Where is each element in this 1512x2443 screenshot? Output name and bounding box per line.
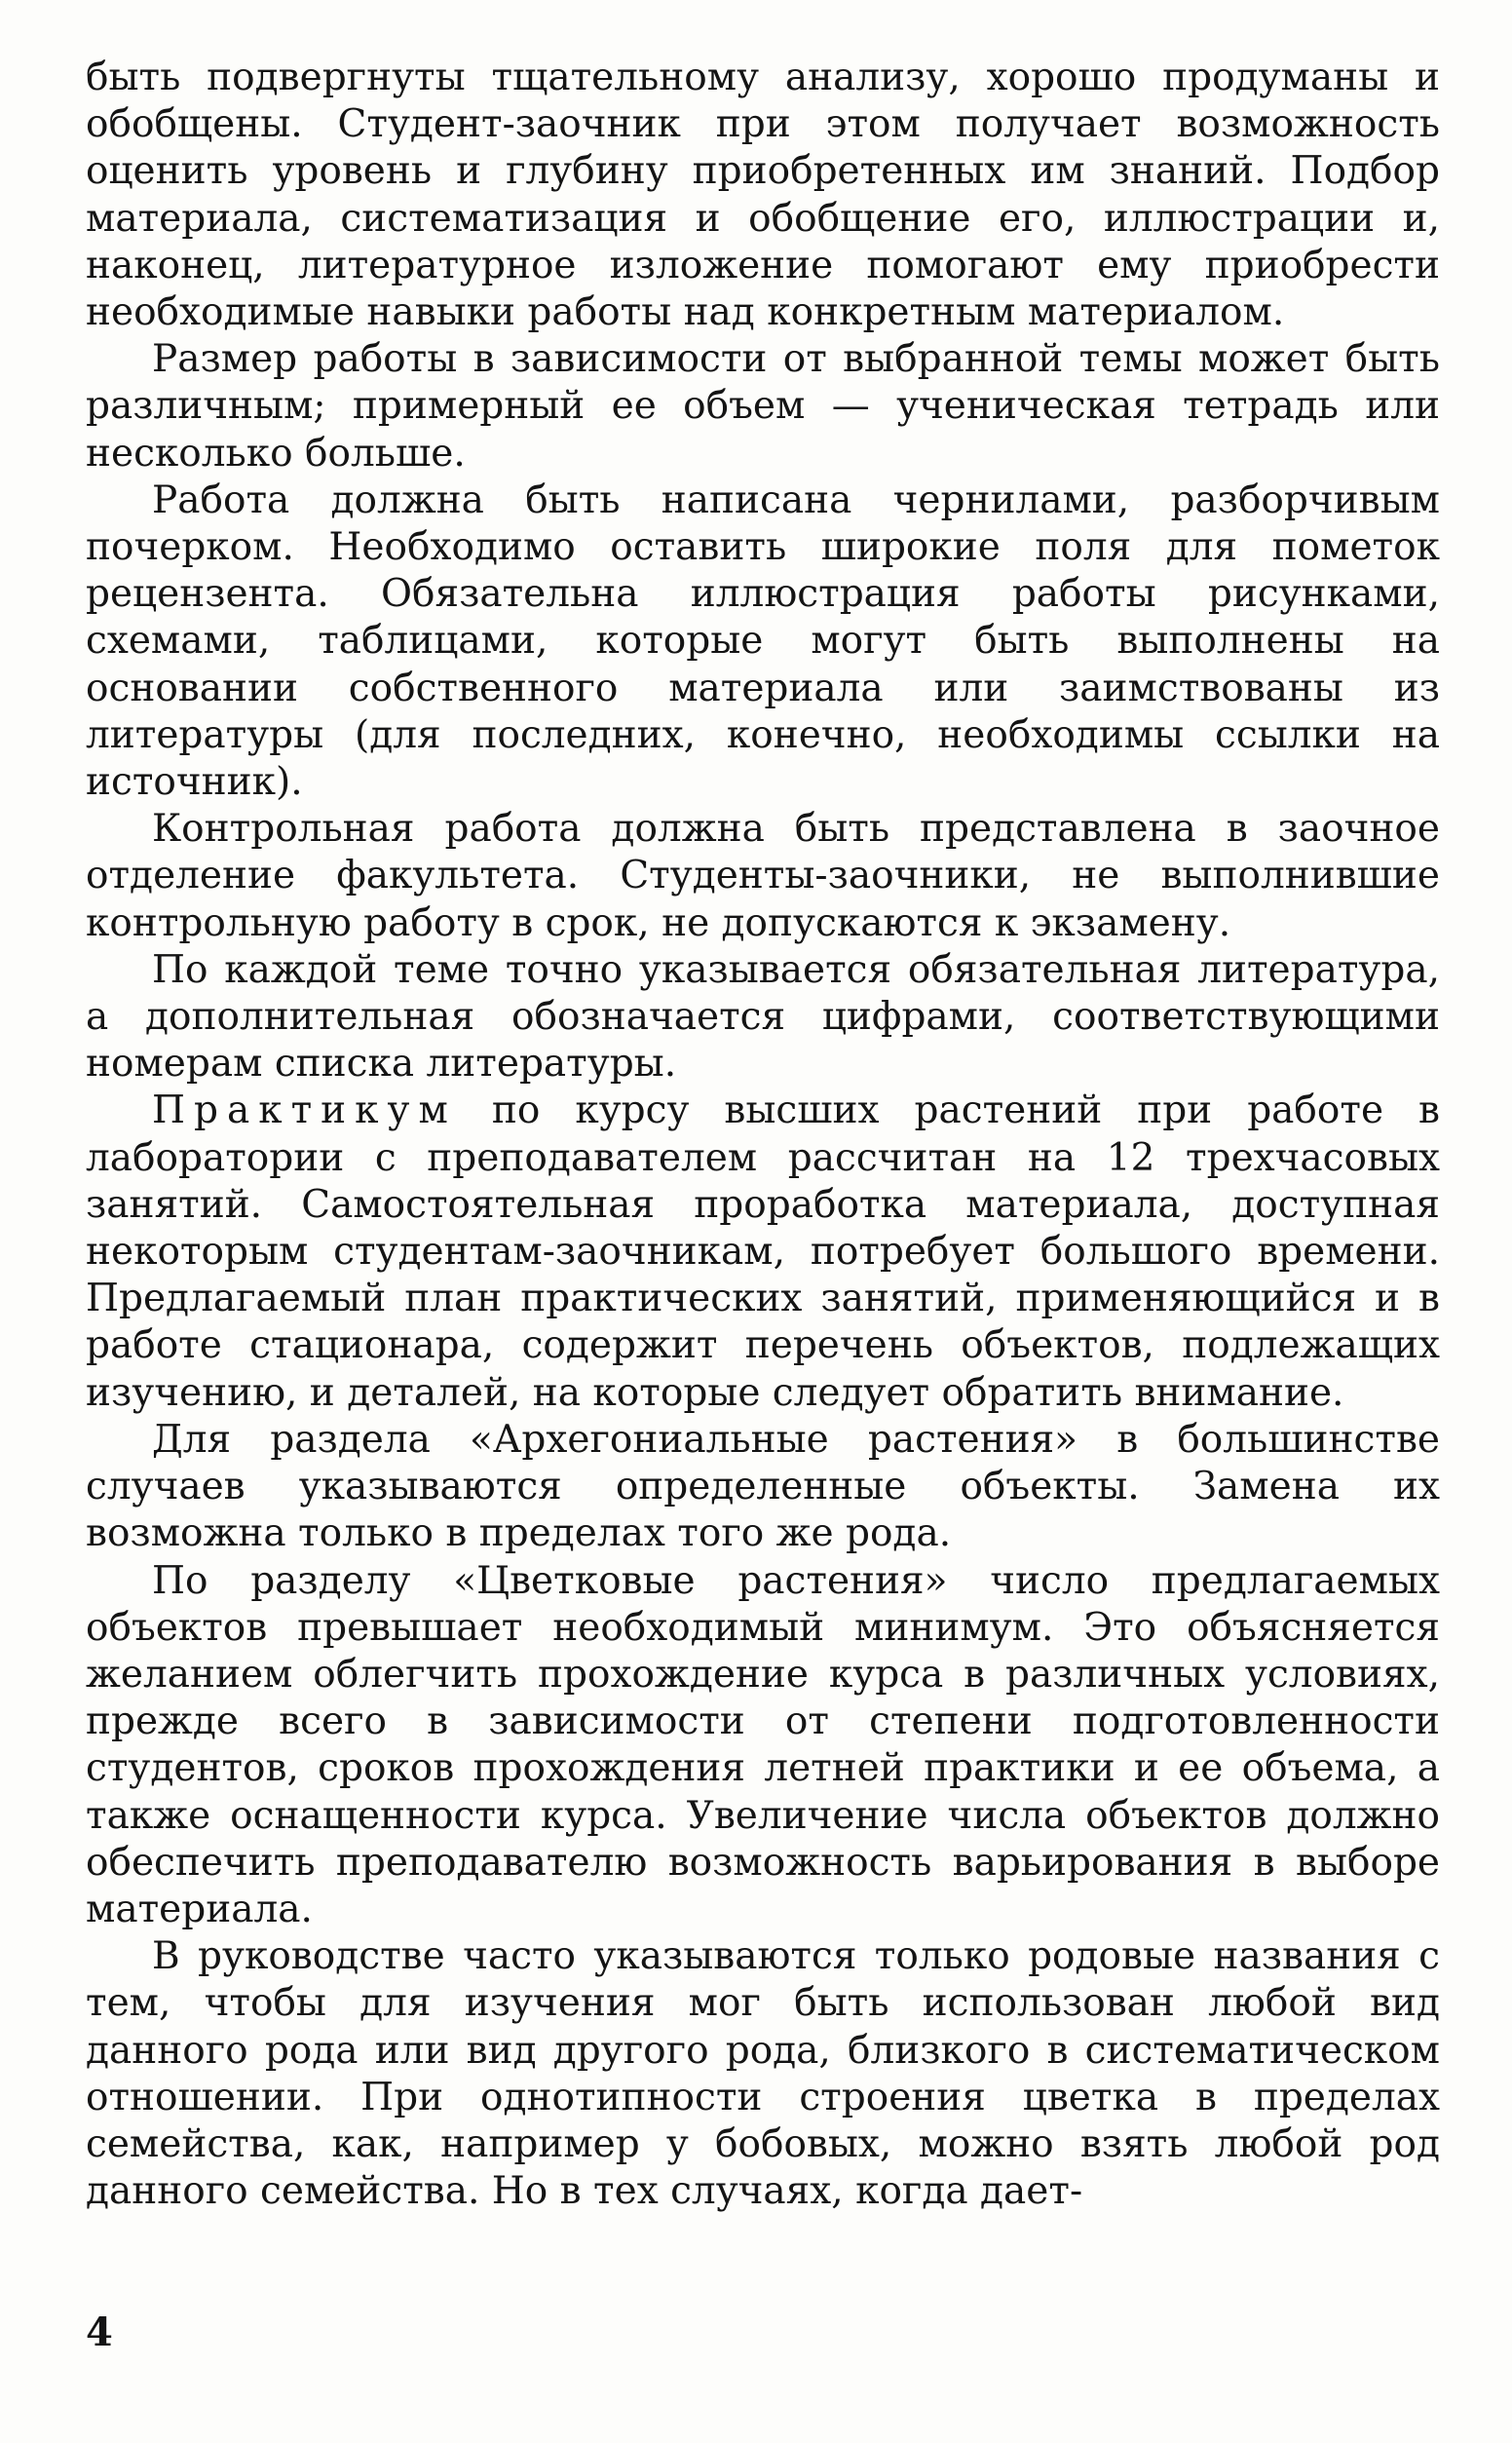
paragraph-literature: По каждой теме точно указывается обязательная литература, а дополнительная обозначается цифрами, соответствующими номерам списка литературы. xyxy=(86,947,1440,1087)
paragraph-submission: Контрольная работа должна быть представлена в заочное отделение факультета. Студенты-заочники, не выполнившие контрольную работу в срок, не допускаются к экзамену. xyxy=(86,807,1440,945)
body-text xyxy=(86,55,1440,2215)
paragraph-flowering-plants: По разделу «Цветковые растения» число предлагаемых объектов превышает необходимый минимум. Это объясняется желанием облегчить прохождение курса в различных условиях, прежде всего в зависимости от степени подготовленности студентов, сроков прохождения летней практики и ее объема, а также оснащенности курса. Увеличение числа объектов должно обеспечить преподавателю возможность варьирования в выборе материала. xyxy=(86,1558,1440,1931)
paragraph-practicum xyxy=(86,1088,1440,1416)
paragraph-analysis-continuation: быть подвергнуты тщательному анализу, хорошо продуманы и обобщены. Студент-заочник при этом получает возможность оценить уровень и глубину приобретенных им знаний. Подбор материала, систематизация и обобщение его, иллюстрации и, наконец, литературное изложение помогают ему приобрести необходимые навыки работы над конкретным материалом. xyxy=(86,56,1440,335)
practicum-description: по курсу высших растений при работе в лаборатории с преподавателем рассчитан на 12 трехчасовых занятий. Самостоятельная проработка материала, доступная некоторым студентам-заочникам, потребует большого времени. Предлагаемый план практических занятий, применяющийся и в работе стационара, содержит перечень объектов, подлежащих изучению, и деталей, на которые следует обратить внимание. xyxy=(86,1088,1440,1415)
paragraph-archegoniate-plants: Для раздела «Архегониальные растения» в большинстве случаев указываются определенные объекты. Замена их возможна только в пределах того же рода. xyxy=(86,1417,1440,1556)
paragraph-genus-names: В руководстве часто указываются только родовые названия с тем, чтобы для изучения мог быть использован любой вид данного рода или вид другого рода, близкого в систематическом отношении. При однотипности строения цветка в пределах семейства, как, например у бобовых, можно взять любой род данного семейства. Но в тех случаях, когда дает- xyxy=(86,1934,1440,2214)
page-number: 4 xyxy=(86,2309,113,2355)
paragraph-work-size: Размер работы в зависимости от выбранной темы может быть различным; примерный ее объем — ученическая тетрадь или несколько больше. xyxy=(86,337,1440,476)
paragraph-handwriting-requirements: Работа должна быть написана чернилами, разборчивым почерком. Необходимо оставить широкие поля для пометок рецензента. Обязательна иллюстрация работы рисунками, схемами, таблицами, которые могут быть выполнены на основании собственного материала или заимствованы из литературы (для последних, конечно, необходимы ссылки на источник). xyxy=(86,477,1440,805)
practicum-lead-word: Практикум xyxy=(152,1088,457,1133)
